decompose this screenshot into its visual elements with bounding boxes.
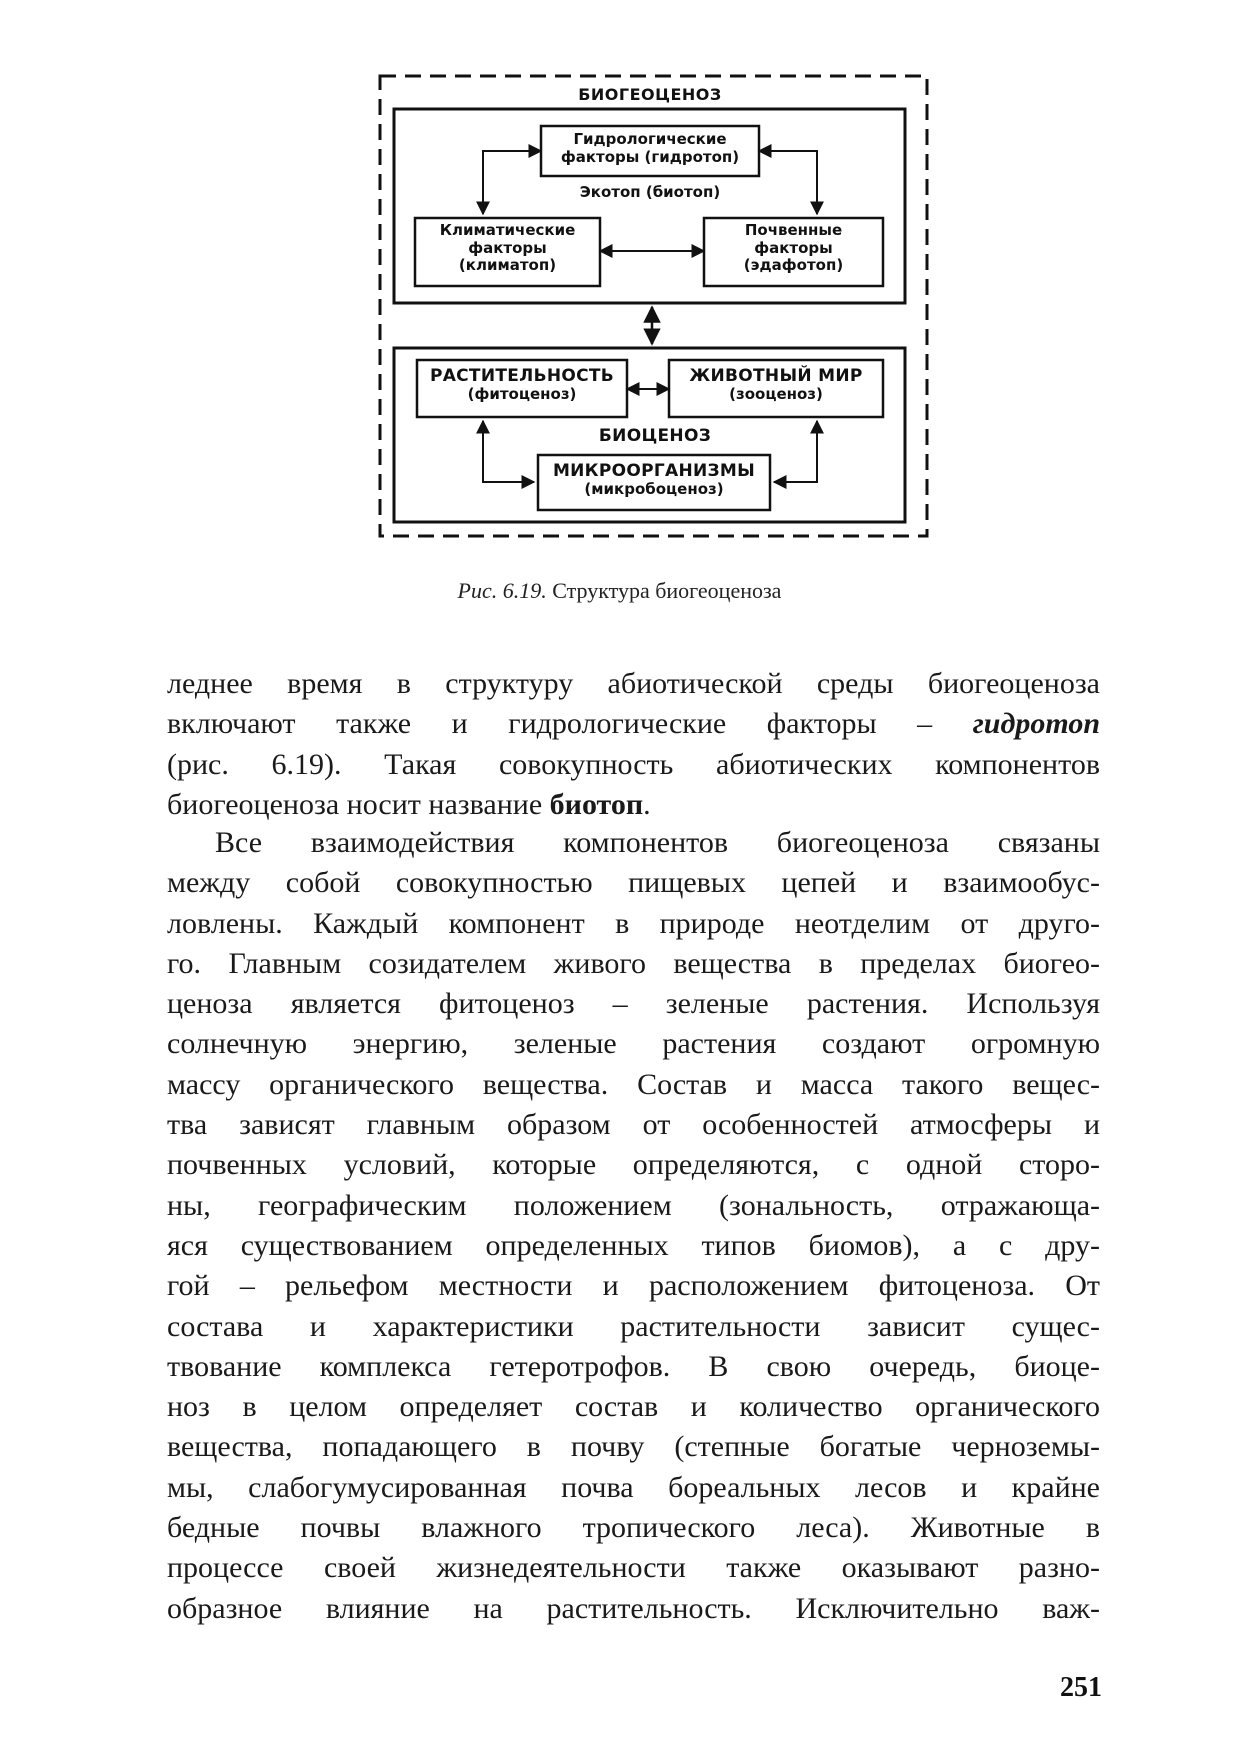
hydro-label: Гидрологические факторы (гидротоп) (560, 130, 740, 166)
text-line: состава и характеристики растительности зависит сущес- (167, 1309, 1100, 1343)
text-line: массу органического вещества. Состав и масса такого вещес- (167, 1067, 1100, 1101)
text-line: вещества, попадающего в почву (степные богатые черноземы- (167, 1430, 1100, 1464)
hydro-climate-arrow (483, 151, 541, 214)
text-line: Все взаимодействия компонентов биогеоценоза связаны (215, 826, 1100, 859)
text-line: ноз в целом определяет состав и количество органического (167, 1390, 1100, 1424)
soil-label: Почвенные факторы (эдафотоп) (743, 221, 844, 275)
biogeocenosis-diagram (0, 0, 1239, 560)
biocenosis-label: БИОЦЕНОЗ (598, 426, 712, 446)
text-line: образное влияние на растительность. Исключительно важ- (167, 1591, 1100, 1625)
text-line: (рис. 6.19). Такая совокупность абиотических компонентов (167, 747, 1100, 781)
text-line: яся существованием определенных типов биомов), а с дру- (167, 1228, 1100, 1262)
text-line: леднее время в структуру абиотической среды биогеоценоза (167, 667, 1100, 700)
text-line: процессе своей жизнедеятельности также оказывают разно- (167, 1551, 1100, 1585)
figure-caption (0, 578, 1239, 604)
ecotope-label: Экотоп (биотоп) (579, 183, 721, 201)
text-line: твование комплекса гетеротрофов. В свою очередь, биоце- (167, 1349, 1100, 1383)
text-line: бедные почвы влажного тропического леса). Животные в (167, 1511, 1100, 1545)
figure-label: Рис. 6.19. (457, 578, 547, 603)
text-line: мы, слабогумусированная почва бореальных лесов и крайне (167, 1470, 1100, 1504)
text-line: ценоза является фитоценоз – зеленые растения. Используя (167, 987, 1100, 1021)
figure-title: Структура биогеоценоза (552, 578, 782, 603)
plants-microbes-arrow (483, 421, 534, 482)
plants-label: РАСТИТЕЛЬНОСТЬ (фитоценоз) (429, 366, 615, 404)
hydro-soil-arrow (759, 151, 817, 214)
term-biotope: биотоп (549, 787, 644, 821)
page-number: 251 (1060, 1672, 1102, 1703)
text-line: гой – рельефом местности и расположением фитоценоза. От (167, 1269, 1100, 1303)
text-line: биогеоценоза носит название биотоп. (167, 787, 651, 821)
text-line: ны, географическим положением (зональность, отражающа- (167, 1188, 1100, 1222)
text-line: между собой совокупностью пищевых цепей и взаимообус- (167, 866, 1100, 900)
animals-microbes-arrow (774, 421, 817, 482)
text-line: ловлены. Каждый компонент в природе неотделим от друго- (167, 906, 1100, 940)
paragraph-1 (167, 664, 1100, 825)
text-line: включают также и гидрологические факторы – гидротоп (167, 707, 1100, 741)
animals-label: ЖИВОТНЫЙ МИР (зооценоз) (689, 366, 863, 404)
climate-label: Климатические факторы (климатоп) (439, 221, 576, 275)
text-line: го. Главным созидателем живого вещества в пределах биогео- (167, 946, 1100, 980)
microbes-label: МИКРООРГАНИЗМЫ (микробоценоз) (552, 461, 756, 499)
term-hydrotope: гидротоп (972, 707, 1100, 741)
text-line: тва зависят главным образом от особенностей атмосферы и (167, 1108, 1100, 1142)
text-line: солнечную энергию, зеленые растения создают огромную (167, 1027, 1100, 1061)
biogeocenosis-title: БИОГЕОЦЕНОЗ (578, 85, 722, 104)
text-line: почвенных условий, которые определяются, с одной сторо- (167, 1148, 1100, 1182)
paragraph-2 (167, 823, 1100, 1629)
